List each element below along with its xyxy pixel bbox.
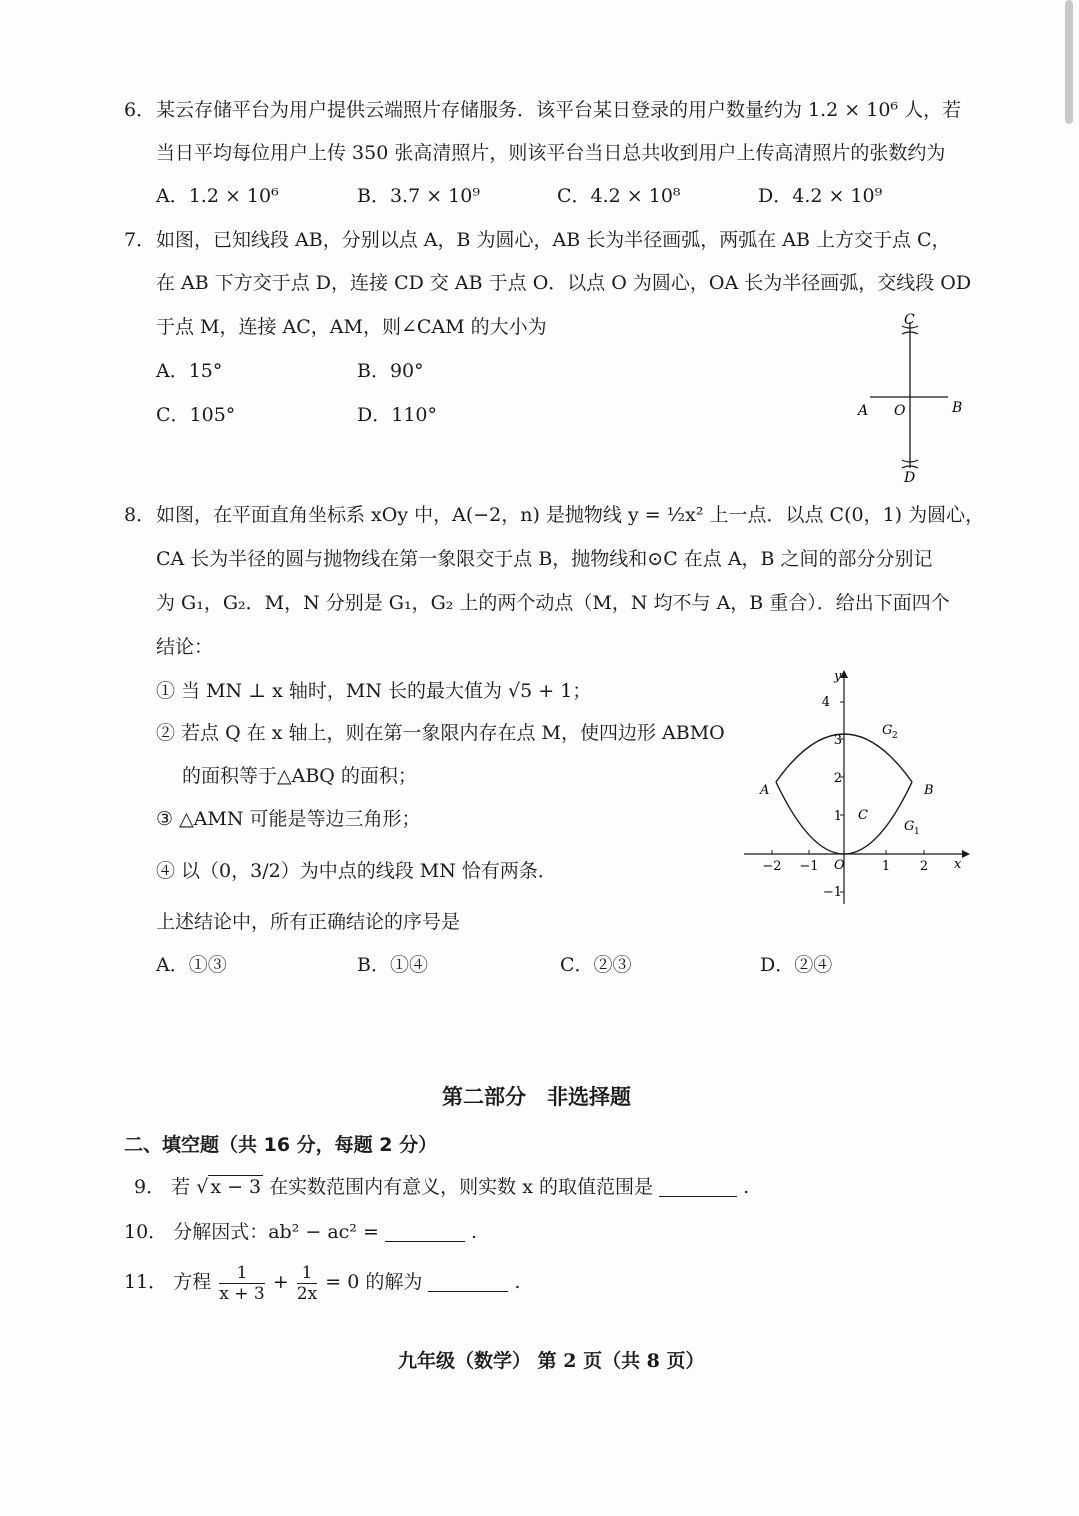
q11-pre: 方程 [173, 1271, 212, 1293]
q9-answer-blank[interactable] [659, 1176, 737, 1197]
q8-ask: 上述结论中，所有正确结论的序号是 [156, 911, 461, 933]
q6-option-a: A．1.2 × 10⁶ [156, 185, 279, 207]
q8-figure [740, 664, 970, 914]
q8-line3: 为 G₁，G₂．M，N 分别是 G₁，G₂ 上的两个动点（M，N 均不与 A，B 重合）．给出下面四个 [156, 592, 950, 614]
q8-option-d: D．②④ [760, 954, 833, 976]
label-a: A [858, 403, 869, 419]
label-x: x [954, 857, 962, 872]
label-o: O [894, 403, 906, 419]
q11-number: 11． [124, 1271, 168, 1293]
page-footer: 九年级（数学） 第 2 页（共 8 页） [398, 1350, 705, 1372]
q11-post: = 0 的解为 [325, 1271, 423, 1293]
x-tick-neg1: −1 [799, 859, 819, 874]
q8-number: 8． [124, 504, 156, 526]
x-tick-neg2: −2 [762, 859, 782, 874]
q11-numerator-2: 1 [301, 1262, 313, 1283]
q7-number: 7． [124, 229, 156, 251]
q9-pre: 若 [171, 1176, 191, 1198]
q10-number: 10． [124, 1221, 168, 1243]
q8-option-c: C．②③ [560, 954, 632, 976]
q7-option-b: B．90° [357, 360, 424, 382]
scrollbar[interactable] [1065, 0, 1073, 124]
q6-number: 6． [124, 99, 156, 121]
q7-figure [850, 310, 970, 490]
q8-option-b: B．①④ [357, 954, 428, 976]
label-g2-sub: 2 [892, 731, 898, 741]
q10-text: 分解因式：ab² − ac² = [173, 1221, 379, 1243]
q8-option-a: A．①③ [156, 954, 227, 976]
q11-plus: + [272, 1271, 289, 1293]
label-y: y [834, 669, 842, 684]
q10-answer-blank[interactable] [385, 1221, 465, 1242]
label-b: B [952, 400, 963, 416]
q11-denominator-2: 2x [296, 1283, 318, 1304]
label-c: C [904, 312, 915, 328]
label-b: B [924, 783, 934, 798]
label-g1-sub: 1 [914, 827, 920, 837]
x-tick-1: 1 [881, 859, 891, 874]
q6-line1: 某云存储平台为用户提供云端照片存储服务．该平台某日登录的用户数量约为 1.2 × 10⁶ 人，若 [156, 99, 962, 121]
label-c: C [858, 808, 868, 823]
q11-answer-blank[interactable] [428, 1271, 508, 1292]
q10 [124, 1218, 477, 1246]
y-tick-2: 2 [833, 771, 842, 786]
q8-conclusion-3: ③ △AMN 可能是等边三角形； [156, 808, 421, 830]
label-a: A [760, 783, 770, 798]
y-tick-1: 1 [833, 809, 842, 824]
q7-option-d: D．110° [357, 404, 437, 426]
q9-post: 在实数范围内有意义，则实数 x 的取值范围是 [269, 1176, 653, 1198]
q10-end: . [470, 1221, 478, 1243]
y-tick-4: 4 [821, 695, 830, 710]
q11 [124, 1258, 520, 1306]
label-g2: G [882, 723, 893, 738]
q7-line1: 如图，已知线段 AB，分别以点 A，B 为圆心，AB 长为半径画弧，两弧在 AB 上方交于点 C， [156, 229, 951, 251]
q8-conclusion-1: ① 当 MN ⊥ x 轴时，MN 长的最大值为 √5 + 1； [156, 680, 592, 702]
q8-line4: 结论： [156, 636, 214, 658]
y-tick-neg1: −1 [822, 885, 842, 900]
x-axis-arrow [962, 850, 970, 858]
q11-numerator-1: 1 [236, 1262, 248, 1283]
q8-line1: 如图，在平面直角坐标系 xOy 中，A(−2，n) 是抛物线 y = ½x² 上一点．以点 C(0，1) 为圆心， [156, 504, 985, 526]
label-g1: G [904, 819, 915, 834]
q11-fraction-2 [297, 1263, 317, 1304]
q6-option-c: C．4.2 × 10⁸ [557, 185, 681, 207]
q11-end: . [514, 1271, 521, 1293]
fill-in-subheading: 二、填空题（共 16 分，每题 2 分） [124, 1134, 438, 1156]
q6-option-d: D．4.2 × 10⁹ [758, 185, 883, 207]
part-two-heading: 第二部分 非选择题 [442, 1085, 631, 1109]
q7-line3: 于点 M，连接 AC，AM，则∠CAM 的大小为 [156, 316, 547, 338]
q9: 9． 若 √ x − 3 在实数范围内有意义，则实数 x 的取值范围是 . [134, 1176, 750, 1198]
q8-conclusion-2b: 的面积等于△ABQ 的面积； [182, 765, 417, 787]
q7-option-c: C．105° [156, 404, 236, 426]
q9-number: 9． [134, 1176, 166, 1198]
y-tick-3: 3 [833, 733, 842, 748]
q9-end: . [743, 1176, 750, 1198]
q8-line2: CA 长为半径的圆与抛物线在第一象限交于点 B，抛物线和⊙C 在点 A，B 之间的部分分别记 [156, 548, 933, 570]
q7-line2: 在 AB 下方交于点 D，连接 CD 交 AB 于点 O．以点 O 为圆心，OA 长为半径画弧，交线段 OD [156, 272, 972, 294]
q8-conclusion-2a: ② 若点 Q 在 x 轴上，则在第一象限内存在点 M，使四边形 ABMO [156, 722, 725, 744]
x-tick-2: 2 [919, 859, 929, 874]
q11-fraction-1 [219, 1263, 264, 1304]
label-d: D [904, 470, 916, 486]
q8-conclusion-4: ④ 以（0，3/2）为中点的线段 MN 恰有两条． [156, 860, 557, 882]
q7-option-a: A．15° [156, 360, 223, 382]
q11-denominator-1: x + 3 [219, 1283, 265, 1304]
label-origin: O [834, 858, 845, 873]
q6-line2: 当日平均每位用户上传 350 张高清照片，则该平台当日总共收到用户上传高清照片的张数约为 [156, 142, 946, 164]
q6-option-b: B．3.7 × 10⁹ [357, 185, 480, 207]
q9-radicand: x − 3 [210, 1176, 262, 1198]
